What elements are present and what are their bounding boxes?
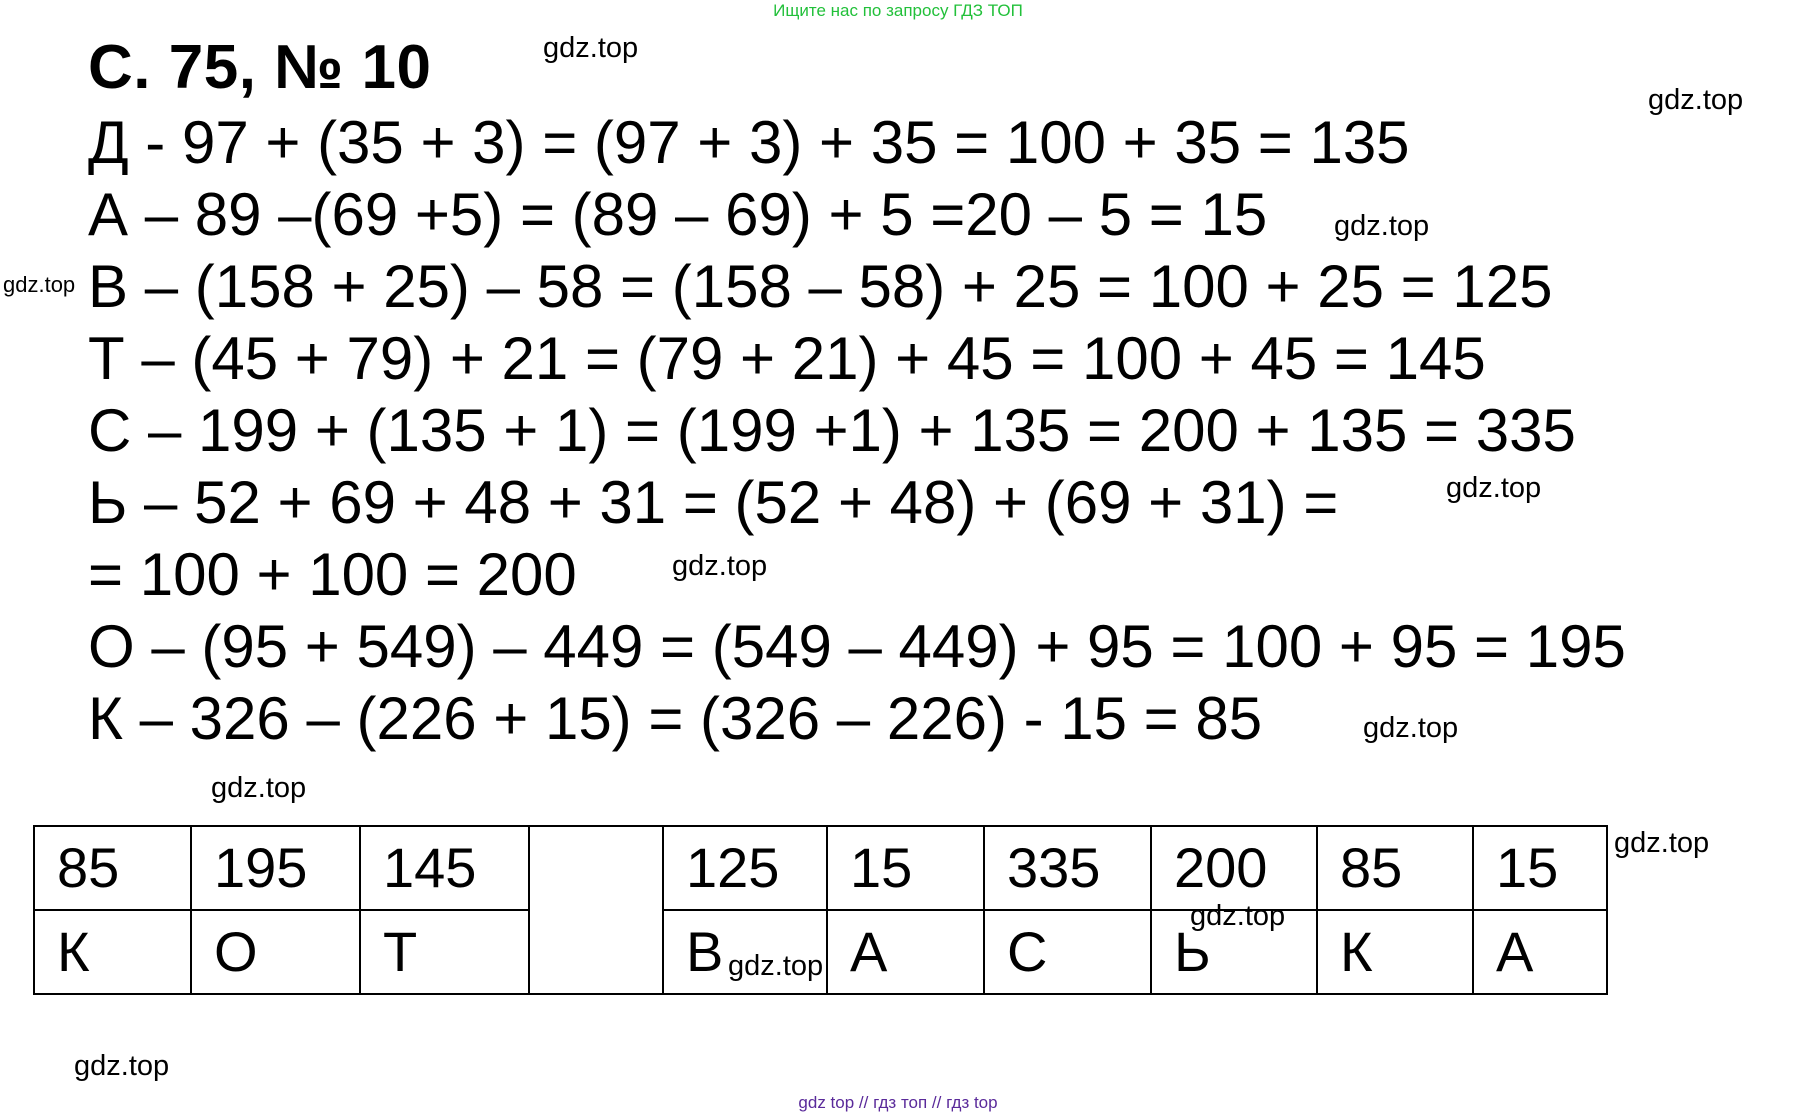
equation-line-d: Д - 97 + (35 + 3) = (97 + 3) + 35 = 100 + 35 = 135 (88, 109, 1410, 176)
table-cell: О (191, 910, 360, 994)
equation-line-soft-sign: Ь – 52 + 69 + 48 + 31 = (52 + 48) + (69 + 31) = (88, 469, 1339, 536)
table-cell: 15 (827, 826, 984, 910)
table-cell: К (1317, 910, 1473, 994)
equation-line-s: С – 199 + (135 + 1) = (199 +1) + 135 = 200 + 135 = 335 (88, 397, 1576, 464)
table-cell: 200 (1151, 826, 1317, 910)
table-cell-gap (529, 826, 663, 994)
table-cell: 15 (1473, 826, 1607, 910)
equation-line-k: К – 326 – (226 + 15) = (326 – 226) - 15 = 85 (88, 685, 1263, 752)
watermark: gdz.top (3, 272, 76, 297)
table-cell: 145 (360, 826, 529, 910)
watermark: gdz.top (1446, 472, 1542, 504)
table-cell: 195 (191, 826, 360, 910)
table-cell: К (34, 910, 191, 994)
table-cell: С (984, 910, 1151, 994)
watermark: gdz.top (672, 550, 768, 582)
watermark: gdz.top (1363, 712, 1459, 744)
table-cell: 335 (984, 826, 1151, 910)
equation-line-v: В – (158 + 25) – 58 = (158 – 58) + 25 = 100 + 25 = 125 (88, 253, 1553, 320)
watermark: gdz.top (1334, 210, 1430, 242)
table-cell: Ь (1151, 910, 1317, 994)
footer-links: gdz top // гдз топ // гдз top (798, 1093, 998, 1112)
table-cell: Т (360, 910, 529, 994)
watermark: gdz.top (1614, 827, 1710, 859)
watermark: gdz.top (211, 772, 307, 804)
equation-line-t: Т – (45 + 79) + 21 = (79 + 21) + 45 = 100 + 45 = 145 (88, 325, 1486, 392)
table-cell: 125 (663, 826, 827, 910)
watermark: gdz.top (543, 32, 639, 64)
watermark: gdz.top (1190, 900, 1286, 932)
watermark: gdz.top (1648, 84, 1744, 116)
page-title: С. 75, № 10 (88, 33, 432, 102)
table-cell: А (1473, 910, 1607, 994)
table-cell: А (827, 910, 984, 994)
table-cell: 85 (1317, 826, 1473, 910)
equation-line-soft-sign-cont: = 100 + 100 = 200 (88, 541, 577, 608)
table-row-numbers (34, 826, 1607, 910)
equation-line-o: О – (95 + 549) – 449 = (549 – 449) + 95 = 100 + 95 = 195 (88, 613, 1626, 680)
table-cell: 85 (34, 826, 191, 910)
watermark: gdz.top (728, 950, 824, 982)
watermark: gdz.top (74, 1050, 170, 1082)
table-cell: В (663, 910, 827, 994)
equation-line-a: А – 89 –(69 +5) = (89 – 69) + 5 =20 – 5 = 15 (88, 181, 1268, 248)
top-banner: Ищите нас по запросу ГДЗ ТОП (773, 1, 1023, 20)
